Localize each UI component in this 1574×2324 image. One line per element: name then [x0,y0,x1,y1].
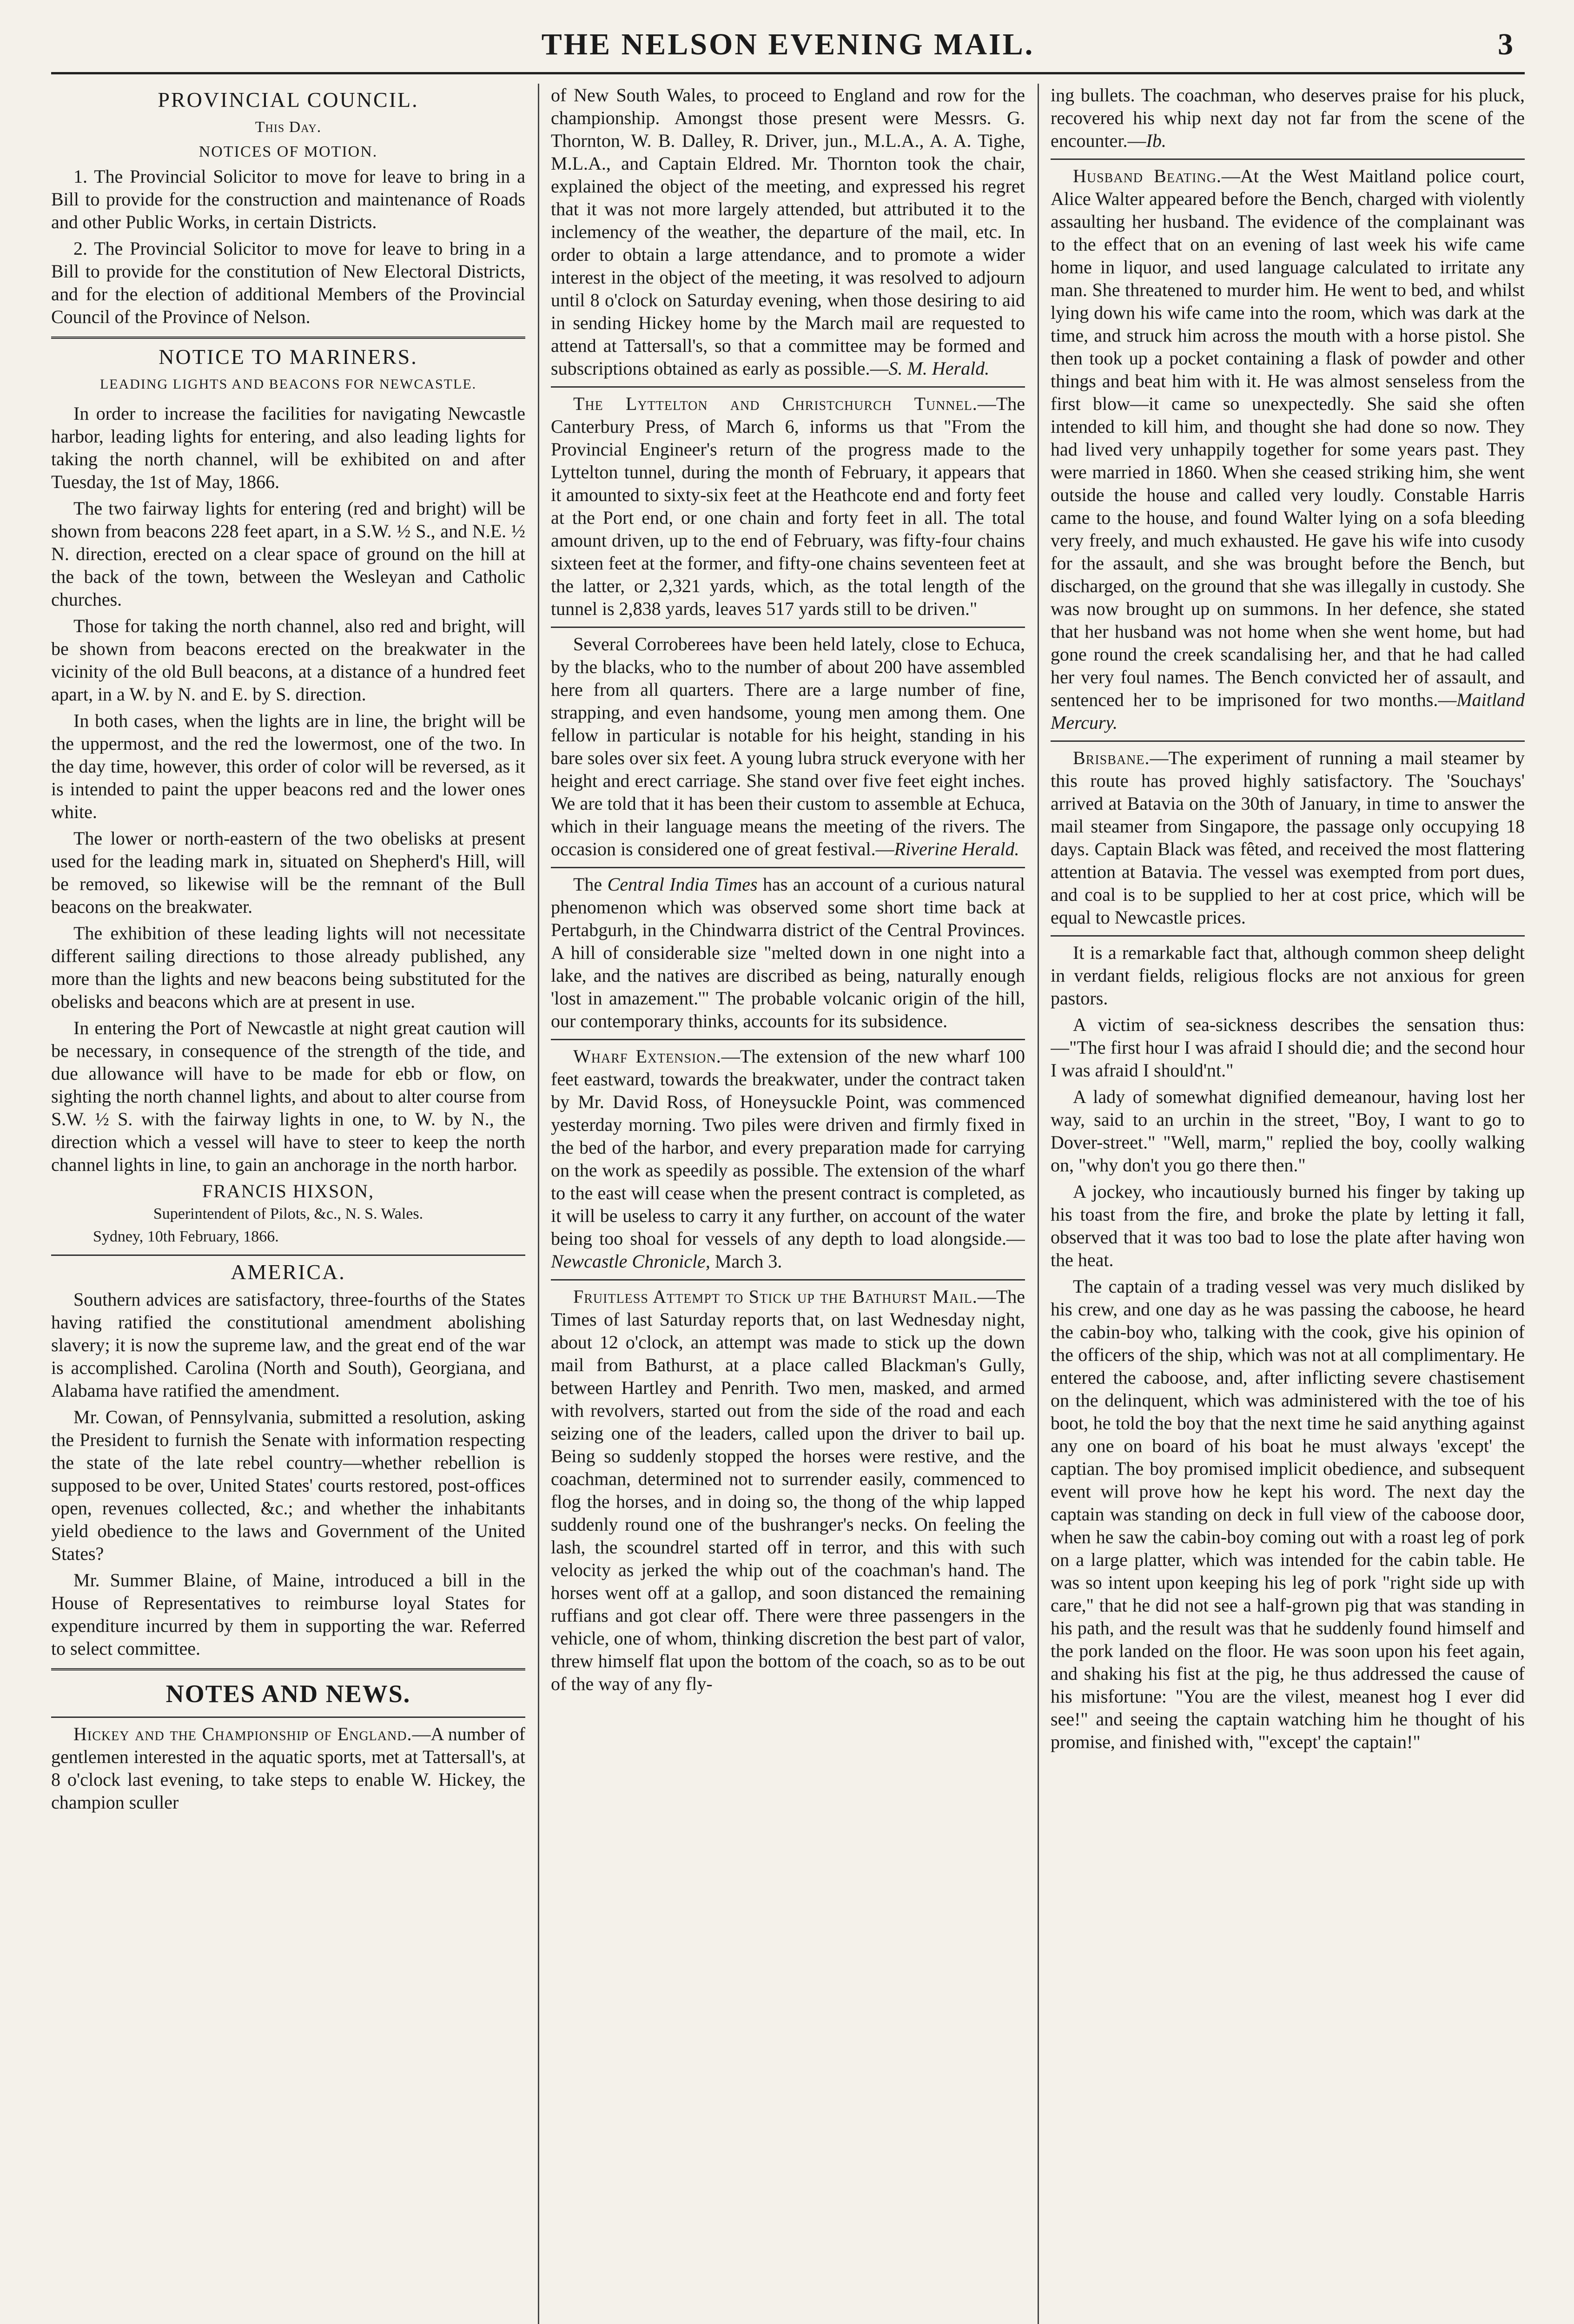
article-source: Ib. [1146,130,1166,151]
article-source: Newcastle Chronicle, [551,1251,710,1272]
article-bathurst-continued [1051,84,1525,152]
article-source: Central India Times [607,874,758,895]
article-divider [551,386,1025,388]
article-lead: Fruitless Attempt to Stick up the Bathurst Mail. [573,1286,978,1307]
article-divider [551,1279,1025,1281]
section-heading-notice-to-mariners: NOTICE TO MARINERS. [159,345,418,369]
article-text: Several Corroberees have been held lately, close to Echuca, by the blacks, who to the number of about 200 have assembled here from all quarters. There are a large number of fine, strapping, and even handsome, young men among them. One fellow in particular is notable for his height, standing in his bare soles over six feet. A young lubra struck everyone with her height and erect carriage. She stand over five feet eight inches. We are told that it has been their custom to assemble at Echuca, which in their language means the meeting of the rivers. The occasion is considered one of great festival.— [551,634,1025,859]
column-rule [1038,84,1039,2324]
article-text: has an account of a curious natural phenomenon which was observed some short time back at Pertabgurh, in the Chindwarra district of the Central Provinces. A hill of considerable size "melted down in one night into a lake, and the natives are discribed as being, naturally enough 'lost in amazement.'" The probable volcanic origin of the hill, our contemporary thinks, accounts for its subsidence. [551,874,1025,1031]
masthead [51,19,1525,74]
column-rule [538,84,539,2324]
paragraph: A lady of somewhat dignified demeanour, having lost her way, said to an urchin in the street, "Boy, I want to go to Dover-street." "Well, marm," replied the boy, coolly walking on, "why don't you go there then." [1051,1086,1525,1175]
article-lead: Hickey and the Championship of England. [73,1723,412,1744]
paragraph: It is a remarkable fact that, although common sheep delight in verdant fields, religious flocks are not anxious for green pastors. [1051,942,1525,1009]
paragraph: The captain of a trading vessel was very much disliked by his crew, and one day as he was passing the caboose, he heard the cabin-boy who, talking with the cook, give his opinion of the officers of the ship, which was not at all complimentary. He entered the caboose, and, after inflicting severe chastisement on the delinquent, which was administered with the toe of his boot, he told the boy that the next time he said anything against any one on board of his boat he must always 'except' the captian. The boy promised implicit obedience, and subsequent event will prove how he kept his word. The next day the captain was standing on deck in full view of the caboose door, when he saw the cabin-boy coming out with a roast leg of pork on a large platter, which was intended for the cabin table. He was so intent upon keeping his leg of pork "right side up with care," that he did not see a half-grown pig that was standing in his path, and the result was that he suddenly found himself and the pork landed on the floor. He was soon upon his feet again, and shaking his fist at the pig, he thus addressed the cause of his misfortune: "You are the vilest, meanest hog I ever did see!" and seeing the captain watching him he thought of his promise, and finished with, "'except' the captain!" [1051,1276,1525,1752]
article-divider [551,867,1025,868]
article-lead: Wharf Extension. [573,1046,721,1067]
column-3 [1051,84,1525,2324]
article-hickey-continued [551,84,1025,380]
paragraph: The exhibition of these leading lights will not necessitate different sailing directions to those already published, any more than the lights and new beacons being substituted for the obelisks and beacons which are at present in use. [51,923,525,1012]
paragraph: In both cases, when the lights are in line, the bright will be the uppermost, and the red the lowermost, one of the two. In the day time, however, this order of color will be reversed, as it is intended to paint the upper beacons red and the lower ones white. [51,710,525,822]
section-heading-america: AMERICA. [231,1260,346,1284]
article-bathurst [551,1285,1025,1695]
article-divider [551,1039,1025,1040]
article-corroboree [551,633,1025,860]
section-heading-notes-and-news: NOTES AND NEWS. [165,1680,411,1708]
article-india [551,873,1025,1032]
paragraph: Southern advices are satisfactory, three-fourths of the States having ratified the constitutional amendment abolishing slavery; it is now the supreme law, and the great end of the war is accomplished. Carolina (North and South), Georgiana, and Alabama have ratified the amendment. [51,1289,525,1401]
paragraph: In entering the Port of Newcastle at night great caution will be necessary, in consequence of the strength of the tide, and due allowance will have to be made for ebb or flow, on sighting the north channel lights, and about to alter course from S.W. ½ S. with the fairway lights in one, to W. by N., the direction which a vessel will have to steer to keep the north channel lights in line, to gain an anchorage in the north harbor. [51,1017,525,1175]
subheading-leading-lights: LEADING LIGHTS AND BEACONS FOR NEWCASTLE. [99,376,477,392]
article-text: ing bullets. The coachman, who deserves praise for his pluck, recovered his whip next day not far from the scene of the encounter.— [1051,85,1525,151]
motion-2: 2. The Provincial Solicitor to move for leave to bring in a Bill to provide for the constitution of New Electoral Districts, and for the election of additional Members of the Provincial Council of the Province of Nelson. [51,238,525,327]
article-divider [1051,740,1525,742]
article-lyttelton [551,392,1025,620]
newspaper-title: THE NELSON EVENING MAIL. [541,27,1035,61]
article-lead: Husband Beating. [1073,165,1222,186]
article-source: Maitland Mercury. [1051,689,1525,733]
paragraph: In order to increase the facilities for navigating Newcastle harbor, leading lights for entering, and also leading lights for taking the north channel, will be exhibited on and after Tuesday, the 1st of May, 1866. [51,403,525,492]
section-divider [51,337,525,339]
article-divider [551,627,1025,628]
article-text: —The experiment of running a mail steamer by this route has proved highly satisfactory. The 'Souchays' arrived at Batavia on the 30th of January, in time to answer the mail steamer from Singapore, the passage only occupying 18 days. Captain Black was fêted, and received the most flattering attention at Batavia. The vessel was exempted from port dues, and coal is to be supplied to her at cost price, which will be equal to Newcastle prices. [1051,747,1525,928]
paragraph: The two fairway lights for entering (red and bright) will be shown from beacons 228 feet apart, in a S.W. ½ S., and N.E. ½ N. direction, erected on a clear space of ground on the hill at the back of the town, between the Wesleyan and Catholic churches. [51,498,525,610]
article-husband-beating [1051,165,1525,734]
newspaper-page [51,19,1525,2324]
section-divider [51,1254,525,1256]
article-text: —The extension of the new wharf 100 feet eastward, towards the breakwater, under the contract taken by Mr. David Ross, of Honeysuckle Point, was commenced yesterday morning. Two piles were driven and firmly fixed in the bed of the harbor, and every preparation made for carrying on the work as speedily as possible. The extension of the wharf to the east will cease when the present contract is completed, as it will be useless to carry it any further, on account of the water being too shoal for vessels of any depth to load alongside.— [551,1046,1025,1249]
subheading-this-day: This Day. [255,119,322,136]
signature-name: FRANCIS HIXSON, [202,1181,375,1202]
article-source: S. M. Herald. [888,358,990,379]
article-text: —A number of gentlemen interested in the aquatic sports, met at Tattersall's, at 8 o'clock last evening, to take steps to enable W. Hickey, the champion sculler [51,1723,525,1813]
article-text: of New South Wales, to proceed to England and row for the championship. Amongst those present were Messrs. G. Thornton, W. B. Dalley, R. Driver, jun., M.L.A., A. A. Tighe, M.L.A., and Captain Eldred. Mr. Thornton took the chair, explained the object of the meeting, and expressed his regret that it was not more largely attended, but attributed it to the inclemency of the weather, the departure of the mail, etc. In order to obtain a large attendance, and to promote a wider interest in the object of the meeting, it was resolved to adjourn until 8 o'clock on Saturday evening, when those desiring to aid in sending Hickey home by the March mail are requested to attend at Tattersall's, so that a committee may be formed and subscriptions obtained as early as possible.— [551,85,1025,379]
section-heading-provincial-council: PROVINCIAL COUNCIL. [158,88,419,112]
article-brisbane [1051,746,1525,929]
article-lead: The Lyttelton and Christchurch Tunnel. [573,393,978,414]
article-text: —At the West Maitland police court, Alice Walter appeared before the Bench, charged with violently assaulting her husband. The evidence of the complainant was to the effect that on an evening of last week his wife came home in liquor, and used language calculated to irritate any man. She threatened to murder him. He went to bed, and whilst lying down his wife came into the room, which was dark at the time, and struck him across the mouth with a horse pistol. She then took up a pocket containing a flask of powder and other things and beat him with it. He was almost senseless from the first blow—it came so unexpectedly. She said she often intended to kill him, and thought she had done so now. They had lived very unhappily together for some years past. They were married in 1860. When she ceased striking him, she went outside the house and called very loudly. Constable Harris came to the house, and found Walter lying on a sofa bleeding very freely, and much exhausted. He gave his wife into cusody for the assault, and she was brought before the Bench, but discharged, on the ground that she was illegally in custody. She was now brought up on summons. In her defence, she stated that her husband was not home when she went home, but had gone round the creek scandalising her, and that he had called her very foul names. The Bench convicted her of assault, and sentenced her to be imprisoned for two months.— [1051,165,1525,710]
article-source: Riverine Herald. [894,838,1019,859]
paragraph: Mr. Cowan, of Pennsylvania, submitted a resolution, asking the President to furnish the Senate with information respecting the state of the late rebel country—whether rebellion is supposed to be over, United States' courts restored, post-offices open, revenues collected, &c.; and whether the inhabitants yield obedience to the laws and Government of the United States? [51,1406,525,1564]
article-divider [1051,935,1525,937]
column-1 [51,84,525,2324]
article-date: March 3. [710,1251,782,1272]
paragraph: The lower or north-eastern of the two obelisks at present used for the leading mark in, situated on Shepherd's Hill, will be removed, so likewise will be the remnant of the Bull beacons on the breakwater. [51,828,525,917]
subheading-notices-of-motion: NOTICES OF MOTION. [198,143,378,160]
section-divider [51,1668,525,1670]
article-hickey [51,1723,525,1814]
article-text: The [573,874,608,895]
paragraph: Those for taking the north channel, also red and bright, will be shown from beacons erected on the breakwater in the vicinity of the old Bull beacons, at a distance of a hundred feet apart, in a W. by N. and E. by S. direction. [51,615,525,705]
article-text: —The Canterbury Press, of March 6, informs us that "From the Provincial Engineer's return of the progress made to the Lyttelton tunnel, during the month of February, it appears that it amounted to sixty-six feet at the Heathcote end and forty feet at the Port end, or one chain and forty feet in all. The total amount driven, up to the end of February, was fifty-four chains sixteen feet at the former, and fifty-one chains seventeen feet at the latter, or 2,321 yards, which, as the total length of the tunnel is 2,838 yards, leaves 517 yards still to be driven." [551,393,1025,619]
article-divider [1051,158,1525,160]
signature-date: Sydney, 10th February, 1866. [93,1228,279,1245]
paragraph: A victim of sea-sickness describes the sensation thus:—"The first hour I was afraid I should die; and the second hour I was afraid I should'nt." [1051,1014,1525,1081]
columns [51,84,1525,2324]
paragraph: Mr. Summer Blaine, of Maine, introduced a bill in the House of Representatives to reimburse loyal States for expenditure incurred by them in supporting the war. Referred to select committee. [51,1570,525,1659]
article-lead: Brisbane. [1073,747,1150,768]
article-text: —The Times of last Saturday reports that, on last Wednesday night, about 12 o'clock, an attempt was made to stick up the down mail from Bathurst, at a place called Blackman's Gully, between Hartley and Penrith. Two men, masked, and armed with revolvers, started out from the side of the road and each seizing one of the leaders, called upon the driver to bail up. Being so suddenly stopped the horses were restive, and the coachman, determined not to surrender easily, commenced to flog the horses, and in doing so, the thong of the whip lapped suddenly round one of the bushranger's necks. On feeling the lash, the scoundrel started off in terror, and this with such velocity as jerked the whip out of the coachman's hand. The horses went off at a gallop, and soon distanced the remaining ruffians and got clear off. There were three passengers in the vehicle, one of whom, thinking discretion the best part of valor, threw himself flat upon the bottom of the coach, so as to be out of the way of any fly- [551,1286,1025,1694]
column-2 [551,84,1025,2324]
section-divider [51,1717,525,1718]
page-number: 3 [1498,27,1513,61]
motion-1: 1. The Provincial Solicitor to move for leave to bring in a Bill to provide for the construction and maintenance of Roads and other Public Works, in certain Districts. [51,166,525,232]
article-wharf [551,1045,1025,1273]
signature-title: Superintendent of Pilots, &c., N. S. Wales. [153,1205,423,1222]
paragraph: A jockey, who incautiously burned his finger by taking up his toast from the fire, and broke the plate by letting it fall, observed that it was too bad to lose the plate after having won the heat. [1051,1181,1525,1270]
